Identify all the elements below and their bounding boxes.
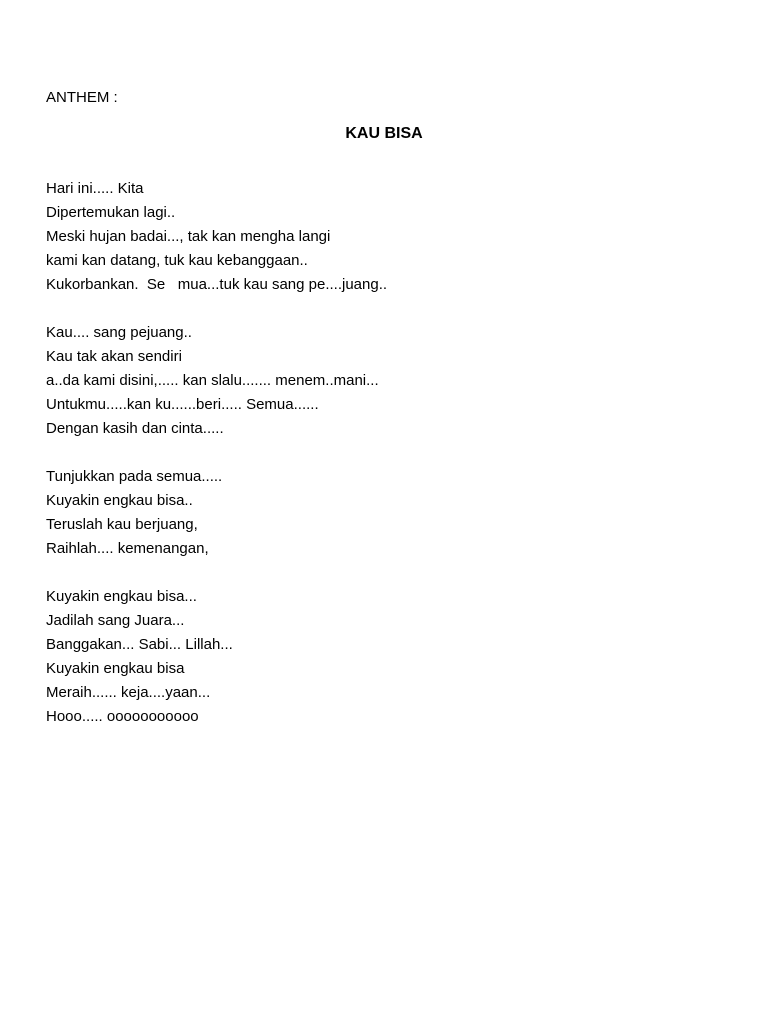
lyric-line: Teruslah kau berjuang, <box>46 516 198 533</box>
lyric-line: Kuyakin engkau bisa... <box>46 588 197 605</box>
lyric-line: Untukmu.....kan ku......beri..... Semua...... <box>46 396 319 413</box>
song-title: KAU BISA <box>345 125 423 142</box>
lyric-line: Meski hujan badai..., tak kan mengha langi <box>46 228 331 245</box>
lyric-line: Hari ini..... Kita <box>46 180 144 197</box>
lyric-line: Dengan kasih dan cinta..... <box>46 420 224 437</box>
lyric-line: Kau.... sang pejuang.. <box>46 324 192 341</box>
stanza-2 <box>46 321 726 441</box>
lyric-line: Raihlah.... kemenangan, <box>46 540 209 557</box>
lyric-line: Tunjukkan pada semua..... <box>46 468 223 485</box>
stanza-3 <box>46 465 726 561</box>
lyric-line: Meraih...... keja....yaan... <box>46 684 211 701</box>
lyrics-body <box>46 177 726 753</box>
lyric-line: Dipertemukan lagi.. <box>46 204 176 221</box>
stanza-4 <box>46 585 726 729</box>
lyric-line: Jadilah sang Juara... <box>46 612 185 629</box>
lyric-line: Banggakan... Sabi... Lillah... <box>46 636 233 653</box>
lyric-line: kami kan datang, tuk kau kebanggaan.. <box>46 252 308 269</box>
lyric-line: Kukorbankan. Se mua...tuk kau sang pe....juang.. <box>46 276 388 293</box>
lyric-line: Hooo..... ooooooooooo <box>46 708 199 725</box>
stanza-1 <box>46 177 726 297</box>
lyric-line: a..da kami disini,..... kan slalu....... menem..mani... <box>46 372 379 389</box>
lyric-line: Kau tak akan sendiri <box>46 348 182 365</box>
document-label: ANTHEM : <box>46 89 118 106</box>
lyric-line: Kuyakin engkau bisa <box>46 660 185 677</box>
lyric-line: Kuyakin engkau bisa.. <box>46 492 193 509</box>
